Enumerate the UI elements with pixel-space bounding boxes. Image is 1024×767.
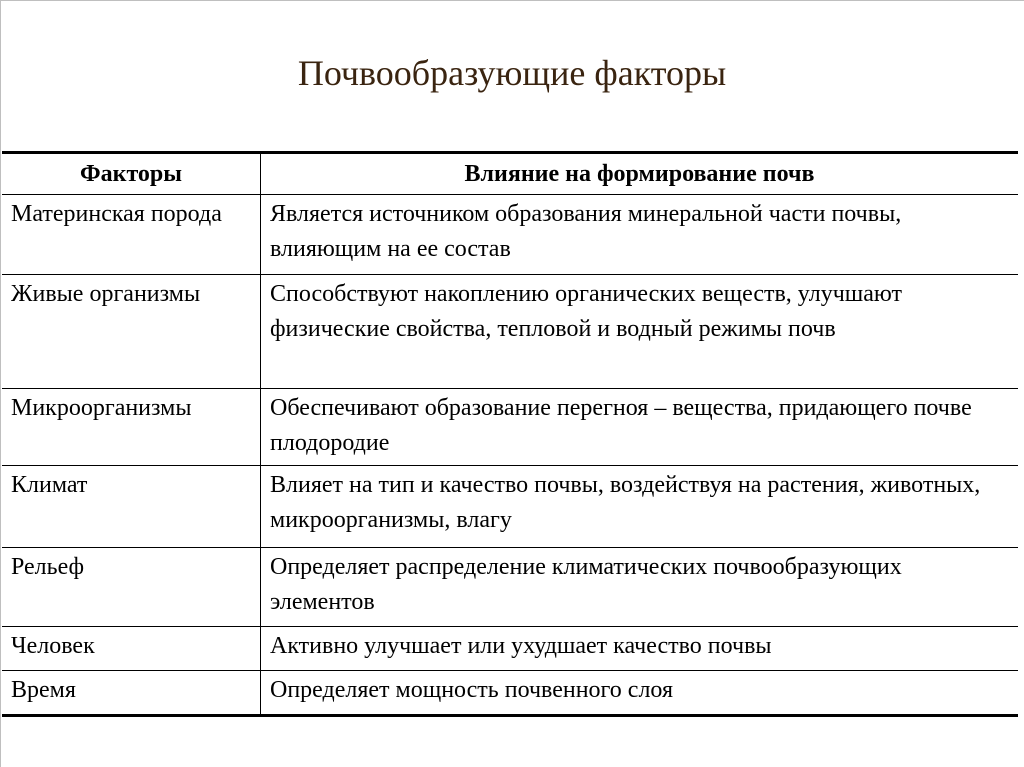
table-row: [2, 627, 1018, 671]
table-header-row: [2, 153, 1018, 195]
table-row: [2, 389, 1018, 466]
factor-cell: Живые организмы: [2, 275, 261, 389]
slide-border-top: [0, 0, 1024, 1]
factor-cell: Рельеф: [2, 548, 261, 627]
influence-cell: Определяет мощность почвенного слоя: [270, 677, 674, 703]
factor-cell: Микроорганизмы: [2, 389, 261, 466]
header-factors: Факторы: [2, 153, 261, 195]
slide-title: Почвообразующие факторы: [297, 53, 727, 93]
table-row: [2, 466, 1018, 548]
factor-cell: Климат: [2, 466, 261, 548]
factor-cell: Материнская порода: [2, 195, 261, 275]
influence-cell: Обеспечивают образование перегноя – вещества, придающего почве плодородие: [261, 389, 1019, 466]
slide-border-left: [0, 0, 1, 767]
factor-cell: Время: [2, 671, 261, 716]
influence-cell: Является источником образования минеральной части почвы, влияющим на ее состав: [261, 195, 1019, 275]
influence-cell: Определяет распределение климатических почвообразующих элементов: [261, 548, 1019, 627]
influence-cell: Влияет на тип и качество почвы, воздействуя на растения, животных, микроорганизмы, влагу: [261, 466, 1019, 548]
influence-cell: Активно улучшает или ухудшает качество почвы: [261, 627, 1019, 671]
header-influence: Влияние на формирование почв: [261, 153, 1019, 195]
table-row: [2, 195, 1018, 275]
table-row: [2, 671, 1018, 716]
table-row: [2, 548, 1018, 627]
factor-cell: Человек: [2, 627, 261, 671]
factors-table: [2, 151, 1018, 717]
table-row: [2, 275, 1018, 389]
influence-cell: Способствуют накоплению органических веществ, улучшают физические свойства, тепловой и водный режимы почв: [261, 275, 1019, 389]
